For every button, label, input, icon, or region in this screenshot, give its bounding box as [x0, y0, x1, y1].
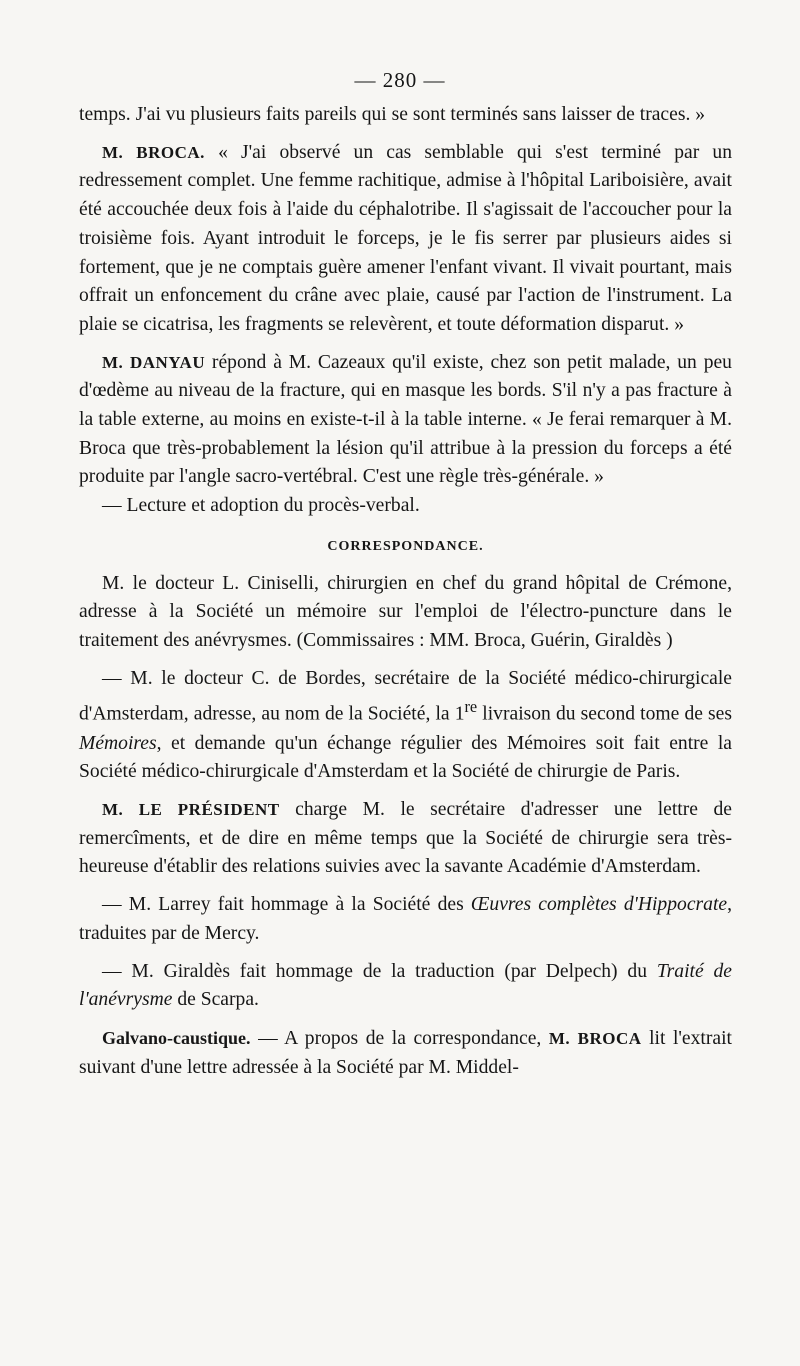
superscript: re: [464, 697, 478, 717]
paragraph-text: — A propos de la correspondance,: [250, 1027, 549, 1049]
speaker-name: M. DANYAU: [102, 352, 206, 372]
paragraph-text: livraison du second tome de ses: [477, 703, 732, 725]
paragraph-text: « J'ai observé un cas semblable qui s'est terminé par un redressement complet. Une femme rachitique, admise à l'hôpital Lariboisière, avait été accouchée deux fois à l'aide du céphalotribe. Il s'agissait de l'accoucher pour la troisième fois. Ayant introduit le forceps, je le fis serrer par plusieurs aides si fortement, que je ne comptais guère amener l'enfant vivant. Il vivait pourtant, mais offrait un enfoncement du crâne avec plaie, causé par l'action de l'instrument. La plaie se cicatrisa, les fragments se relevèrent, et toute déformation disparut. »: [79, 141, 732, 335]
paragraph-text: lit l'extrait suivant d'une lettre adressée à la Société par M. Middel-: [79, 1027, 732, 1078]
paragraph-text: , traduites par de Mercy.: [79, 894, 732, 944]
paragraph-president: [79, 796, 732, 882]
page-number: — 280 —: [354, 68, 446, 92]
paragraph-continuation: [79, 101, 732, 130]
paragraph-text: répond à M. Cazeaux qu'il existe, chez son petit malade, un peu d'œdème au niveau de la fracture, qui en masque les bords. S'il n'y a pas fracture à la table externe, au moins en existe-t-il à la table interne. « Je ferai remarquer à M. Broca que très-probablement la lésion qu'il attribue à la pression du forceps a été produite par l'angle sacro-vertébral. C'est une règle très-générale. »: [79, 351, 732, 488]
paragraph-galvano: [79, 1024, 732, 1082]
paragraph-text: charge M. le secrétaire d'adresser une lettre de remercîments, et de dire en même temps que la Société de chirurgie sera très-heureuse d'établir des relations suivies avec la savante Académie d'Amsterdam.: [79, 799, 732, 878]
italic-title: Traité de l'anévrysme: [79, 960, 732, 1011]
paragraph-danyau: [79, 349, 732, 493]
italic-title: Œuvres complètes d'Hippocrate: [470, 894, 728, 916]
paragraph-proces-verbal: [79, 492, 732, 521]
paragraph-text: temps. J'ai vu plusieurs faits pareils qui se sont terminés sans laisser de traces. »: [79, 104, 706, 125]
paragraph-ciniselli: [79, 570, 732, 656]
paragraph-text: — Lecture et adoption du procès-verbal.: [102, 495, 420, 517]
paragraph-de-bordes: [79, 665, 732, 787]
paragraph-larrey: [79, 891, 732, 948]
paragraph-text: — M. Giraldès fait hommage de la traduction (par Delpech) du: [102, 960, 657, 982]
section-run-in-title: Galvano-caustique.: [102, 1027, 251, 1048]
speaker-name: M. BROCA: [548, 1028, 642, 1048]
paragraph-text: M. le docteur L. Ciniselli, chirurgien en chef du grand hôpital de Crémone, adresse à la Société un mémoire sur l'emploi de l'électro-puncture dans le traitement des anévrysmes. (Commissaires : MM. Broca, Guérin, Giraldès ): [79, 572, 732, 651]
body-text: [79, 101, 732, 1082]
italic-title: Mémoires: [79, 732, 157, 754]
speaker-name: M. BROCA.: [102, 142, 205, 162]
paragraph-giraldes: [79, 958, 732, 1015]
paragraph-text: , et demande qu'un échange régulier des Mémoires soit fait entre la Société médico-chirurgicale d'Amsterdam et la Société de chirurgie de Paris.: [79, 732, 732, 783]
paragraph-text: — M. le docteur C. de Bordes, secrétaire de la Société médico-chirurgicale d'Amsterdam, adresse, au nom de la Société, la 1: [79, 667, 732, 725]
section-heading: CORRESPONDANCE.: [327, 538, 484, 554]
paragraph-text: — M. Larrey fait hommage à la Société des: [102, 894, 471, 916]
paragraph-broca: [79, 139, 732, 340]
paragraph-text: de Scarpa.: [172, 989, 259, 1011]
speaker-name: M. LE PRÉSIDENT: [102, 800, 280, 819]
